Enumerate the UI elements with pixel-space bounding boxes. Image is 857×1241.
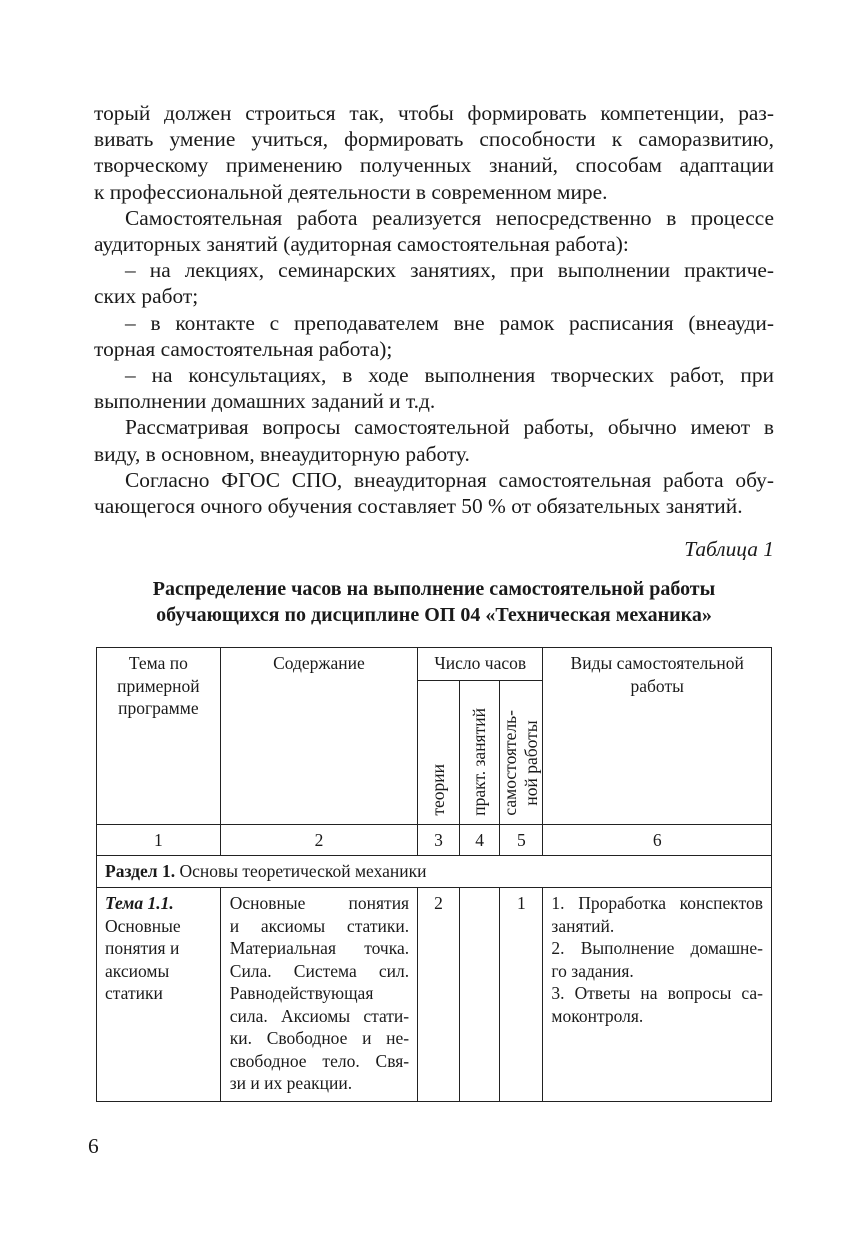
topic-cell: Тема 1.1. Основные понятия и аксиомы статики — [97, 888, 221, 1102]
column-number: 3 — [418, 825, 460, 856]
paragraph-line: к профессиональной деятельности в современном мире. — [94, 179, 608, 204]
paragraph-line: – на консультациях, в ходе выполнения творческих работ, при — [125, 363, 774, 388]
section-title: Основы теоретической механики — [179, 861, 427, 881]
column-number: 2 — [220, 825, 417, 856]
practice-hours — [459, 888, 500, 1102]
header-self: самостоятель- ной работы — [500, 681, 543, 825]
header-theory: теории — [418, 681, 460, 825]
paragraph-line: ских работ; — [94, 284, 199, 309]
self-hours: 1 — [500, 888, 543, 1102]
types-cell: 1. Проработка конспектов занятий. 2. Выполнение домашне- го задания. 3. Ответы на вопросы са- моконтроля. — [543, 888, 772, 1102]
column-number: 4 — [459, 825, 500, 856]
header-content: Содержание — [220, 648, 417, 825]
paragraph-line: – в контакте с преподавателем вне рамок расписания (внеауди- — [125, 310, 774, 335]
paragraph-line: выполнении домашних заданий и т.д. — [94, 389, 436, 414]
table-row — [97, 888, 772, 1102]
paragraph-line: аудиторных занятий (аудиторная самостоятельная работа): — [94, 232, 629, 257]
section-row — [97, 856, 772, 888]
header-practice: практ. занятий — [459, 681, 500, 825]
paragraph-line: виду, в основном, внеаудиторную работу. — [94, 441, 470, 466]
section-label: Раздел 1. — [105, 861, 176, 881]
theory-hours: 2 — [418, 888, 460, 1102]
paragraph-line: торная самостоятельная работа); — [94, 336, 393, 361]
header-types: Виды самостоятельной работы — [543, 648, 772, 825]
paragraph-line: вивать умение учиться, формировать способности к саморазвитию, — [94, 127, 774, 152]
table-title-line: обучающихся по дисциплине ОП 04 «Техническая механика» — [156, 604, 712, 626]
paragraph-line: чающегося очного обучения составляет 50 % от обязательных занятий. — [94, 494, 743, 519]
table-title — [94, 576, 774, 628]
content-cell: Основные понятия и аксиомы статики. Материальная точка. Сила. Система сил. Равнодействующая сила. Аксиомы стати- ки. Свободное и не- свободное тело. Свя- зи и их реакции. — [220, 888, 417, 1102]
body-text — [94, 100, 774, 519]
hours-table — [96, 647, 772, 1102]
paragraph-line: – на лекциях, семинарских занятиях, при выполнении практиче- — [125, 258, 774, 283]
paragraph-line: Согласно ФГОС СПО, внеаудиторная самостоятельная работа обу- — [125, 467, 774, 492]
table-title-line: Распределение часов на выполнение самостоятельной работы — [152, 578, 716, 600]
header-hours: Число часов — [418, 648, 543, 681]
column-number: 6 — [543, 825, 772, 856]
column-number: 5 — [500, 825, 543, 856]
paragraph-line: торый должен строиться так, чтобы формировать компетенции, раз- — [94, 101, 774, 125]
header-topic: Тема по примерной программе — [97, 648, 221, 825]
table-caption: Таблица 1 — [684, 537, 774, 561]
column-number: 1 — [97, 825, 221, 856]
paragraph-line: Самостоятельная работа реализуется непосредственно в процессе — [125, 205, 774, 230]
paragraph-line: творческому применению полученных знаний, способам адаптации — [94, 153, 774, 178]
paragraph-line: Рассматривая вопросы самостоятельной работы, обычно имеют в — [125, 415, 774, 440]
page-number: 6 — [88, 1134, 99, 1158]
